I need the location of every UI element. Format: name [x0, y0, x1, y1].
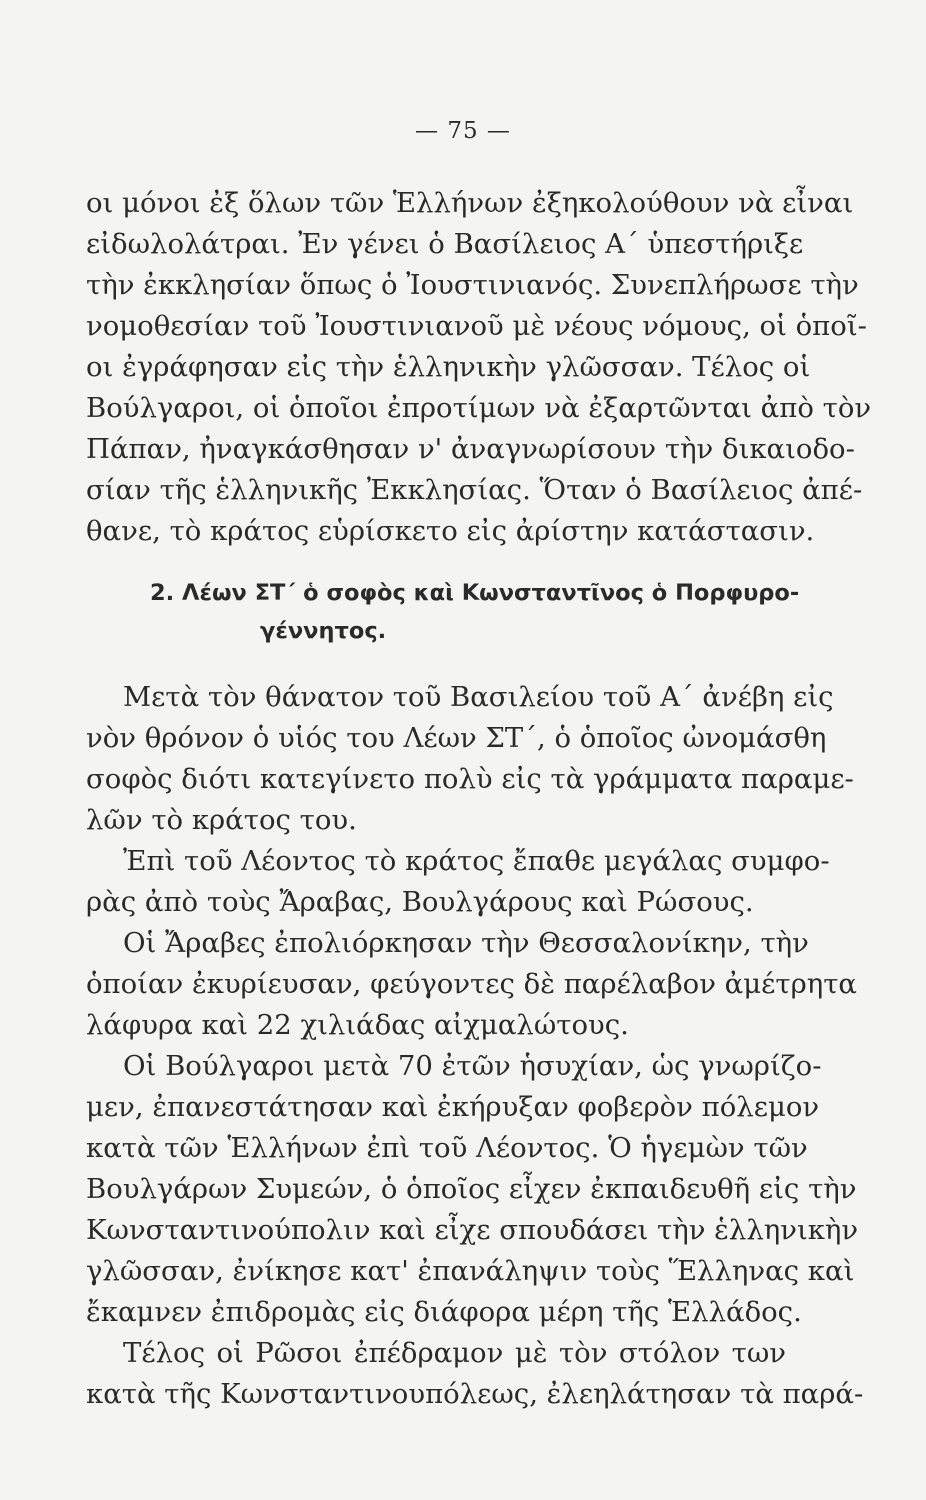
text-line: ὁποίαν ἐκυρίευσαν, φεύγοντες δὲ παρέλαβον ἀμέτρητα: [86, 968, 858, 1000]
text-line: μεν, ἐπανεστάτησαν καὶ ἐκήρυξαν φοβερὸν πόλεμον: [86, 1091, 820, 1123]
text-line: ἔκαμνεν ἐπιδρομὰς εἰς διάφορα μέρη τῆς Ἑλλάδος.: [86, 1296, 802, 1328]
section-heading-line: 2. Λέων ΣΤ΄ ὁ σοφὸς καὶ Κωνσταντῖνος ὁ Πορφυρο-: [150, 580, 800, 606]
text-line: λῶν τὸ κράτος του.: [86, 804, 357, 836]
page-number: — 75 —: [415, 118, 511, 144]
text-line: Ἐπὶ τοῦ Λέοντος τὸ κράτος ἔπαθε μεγάλας συμφο-: [123, 845, 830, 877]
section-heading-line: γέννητος.: [260, 618, 387, 644]
text-line: σοφὸς διότι κατεγίνετο πολὺ εἰς τὰ γράμματα παραμε-: [86, 763, 854, 795]
text-line: Οἱ Βούλγαροι μετὰ 70 ἐτῶν ἡσυχίαν, ὡς γνωρίζο-: [123, 1050, 822, 1082]
text-line: λάφυρα καὶ 22 χιλιάδας αἰχμαλώτους.: [86, 1009, 629, 1041]
text-line: Τέλος οἱ Ρῶσοι ἐπέδραμον μὲ τὸν στόλον των: [123, 1337, 786, 1369]
text-line: οι ἐγράφησαν εἰς τὴν ἑλληνικὴν γλῶσσαν. Τέλος οἱ: [86, 351, 811, 383]
text-line: Οἱ Ἄραβες ἐπολιόρκησαν τὴν Θεσσαλονίκην, τὴν: [123, 927, 809, 959]
text-line: Βουλγάρων Συμεών, ὁ ὁποῖος εἶχεν ἐκπαιδευθῆ εἰς τὴν: [86, 1173, 857, 1205]
text-line: εἰδωλολάτραι. Ἐν γένει ὁ Βασίλειος Α΄ ὑπεστήριξε: [86, 228, 804, 260]
text-line: Μετὰ τὸν θάνατον τοῦ Βασιλείου τοῦ Α΄ ἀνέβη εἰς: [123, 681, 834, 713]
text-line: νὸν θρόνον ὁ υἱός του Λέων ΣΤ΄, ὁ ὁποῖος ὠνομάσθη: [86, 722, 827, 754]
text-line: σίαν τῆς ἑλληνικῆς Ἐκκλησίας. Ὅταν ὁ Βασίλειος ἀπέ-: [86, 474, 863, 506]
text-line: Κωνσταντινούπολιν καὶ εἶχε σπουδάσει τὴν ἑλληνικὴν: [86, 1214, 859, 1246]
text-line: κατὰ τῆς Κωνσταντινουπόλεως, ἐλεηλάτησαν τὰ παρά-: [86, 1378, 864, 1410]
text-line: Πάπαν, ἠναγκάσθησαν ν' ἀναγνωρίσουν τὴν δικαιοδο-: [86, 433, 855, 465]
text-line: γλῶσσαν, ἐνίκησε κατ' ἐπανάληψιν τοὺς Ἕλληνας καὶ: [86, 1255, 855, 1287]
text-line: τὴν ἐκκλησίαν ὅπως ὁ Ἰουστινιανός. Συνεπλήρωσε τὴν: [86, 269, 859, 301]
text-line: Βούλγαροι, οἱ ὁποῖοι ἐπροτίμων νὰ ἐξαρτῶνται ἀπὸ τὸν: [86, 392, 872, 424]
text-line: οι μόνοι ἐξ ὅλων τῶν Ἑλλήνων ἐξηκολούθουν νὰ εἶναι: [86, 187, 854, 219]
text-line: νομοθεσίαν τοῦ Ἰουστινιανοῦ μὲ νέους νόμους, οἱ ὁποῖ-: [86, 310, 867, 342]
text-line: ρὰς ἀπὸ τοὺς Ἄραβας, Βουλγάρους καὶ Ρώσους.: [86, 886, 754, 918]
text-line: θανε, τὸ κράτος εὑρίσκετο εἰς ἀρίστην κατάστασιν.: [86, 515, 815, 547]
text-line: κατὰ τῶν Ἑλλήνων ἐπὶ τοῦ Λέοντος. Ὁ ἡγεμὼν τῶν: [86, 1132, 808, 1164]
